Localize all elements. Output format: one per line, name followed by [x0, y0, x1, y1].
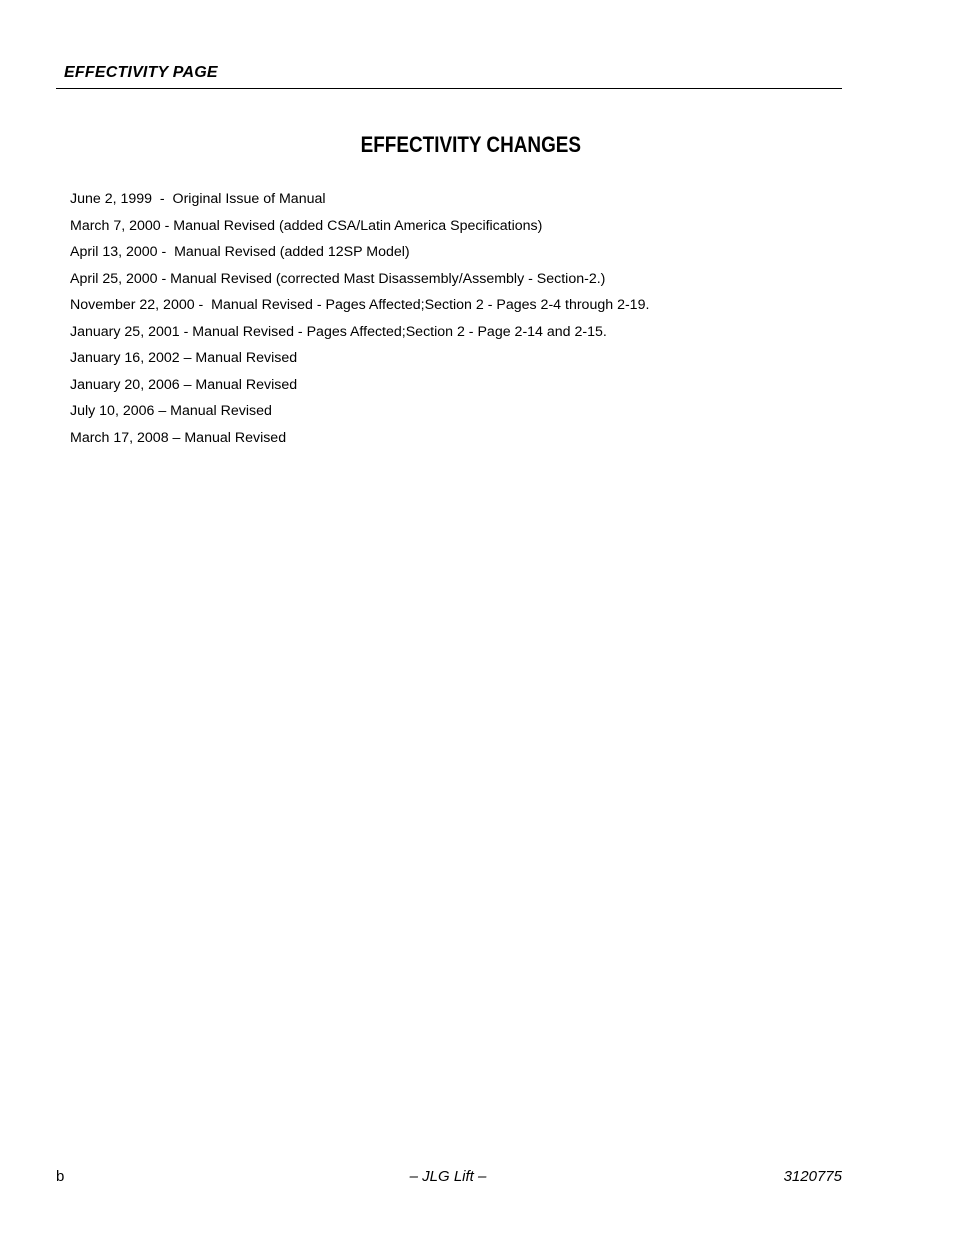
change-entry: June 2, 1999 - Original Issue of Manual — [70, 191, 326, 207]
footer-company-name: – JLG Lift – — [409, 1168, 487, 1185]
change-entry: March 7, 2000 - Manual Revised (added CSA/Latin America Specifications) — [70, 217, 543, 234]
footer-page-letter: b — [56, 1168, 65, 1185]
effectivity-change-list — [70, 186, 649, 451]
header-divider — [56, 88, 842, 89]
change-entry: January 25, 2001 - Manual Revised - Pages Affected;Section 2 - Page 2-14 and 2-15. — [70, 323, 607, 340]
change-entry: July 10, 2006 – Manual Revised — [70, 403, 272, 419]
footer-document-number: 3120775 — [783, 1168, 842, 1185]
change-entry: March 17, 2008 – Manual Revised — [70, 429, 287, 446]
change-entry: April 13, 2000 - Manual Revised (added 12SP Model) — [70, 244, 410, 260]
section-heading: EFFECTIVITY CHANGES — [360, 132, 582, 157]
change-entry: November 22, 2000 - Manual Revised - Pages Affected;Section 2 - Pages 2-4 through 2-19. — [70, 297, 650, 313]
change-entry: January 16, 2002 – Manual Revised — [70, 350, 298, 366]
change-entry: January 20, 2006 – Manual Revised — [70, 376, 298, 393]
change-entry: April 25, 2000 - Manual Revised (corrected Mast Disassembly/Assembly - Section-2.) — [70, 270, 606, 287]
page-header-title: EFFECTIVITY PAGE — [64, 64, 218, 81]
